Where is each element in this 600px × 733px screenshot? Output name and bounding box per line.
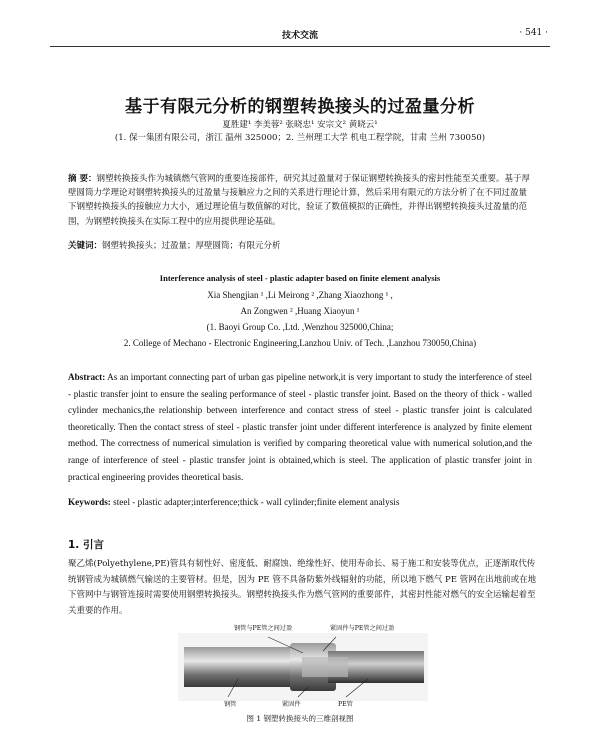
abstract-en-label: Abstract: — [68, 372, 106, 382]
keywords-en-label: Keywords: — [68, 497, 111, 507]
keywords-en-text: steel - plastic adapter;interference;thick - wall cylinder;finite element analysis — [110, 497, 400, 507]
abstract-cn-text: 钢塑转换接头作为城镇燃气管网的重要连接部件，研究其过盈量对于保证钢塑转换接头的密封性能至关重要。基于厚壁圆筒力学理论对钢塑转换接头的过盈量与接触应力之间的关系进行理论计算，然后采用有限元的方法分析了在不同过盈量下钢塑转换接头的接触应力大小，通过理论值与数值解的对比，验证了数值模拟的正确性，并得出钢塑转换接头过盈量的范围，为钢塑转换接头在实际工程中的应用提供理论基础。 — [68, 174, 530, 227]
label-pe-pipe: PE管 — [338, 701, 353, 708]
keywords-cn-text: 钢塑转换接头；过盈量；厚壁圆筒；有限元分析 — [102, 241, 281, 251]
figure-adapter-cross-section — [178, 617, 428, 715]
keywords-en — [68, 497, 532, 507]
abstract-en — [68, 369, 532, 485]
abstract-cn-label: 摘 要： — [68, 174, 97, 184]
abstract-cn — [68, 172, 532, 229]
affiliation-cn: (1. 保一集团有限公司，浙江 温州 325000；2. 兰州理工大学 机电工程学院，甘肃 兰州 730050) — [114, 133, 486, 143]
label-steel-pipe: 钢管 — [224, 701, 237, 708]
inner-insert-shape — [302, 657, 348, 677]
english-authors-line2: An Zongwen ² ,Huang Xiaoyun ¹ — [240, 306, 360, 316]
abstract-en-text: As an important connecting part of urban gas pipeline network,it is very important to study the interference of steel - plastic transfer joint to ensure the sealing performance of steel - plastic transfer joint. Based on the theory of thick - walled cylinder mechanics,the relationship between interference and contact stress of steel - plastic transfer joint is calculated theoretically. Then the contact stress of steel - plastic transfer joint under different interference is analyzed by finite element method. The correctness of numerical simulation is verified by comparing theoretical value with numerical solution,and the range of interference of steel - plastic transfer joint is obtained,which is steel. The application of plastic transfer joint in practical engineering provides theoretical basis. — [68, 372, 532, 482]
introduction-paragraph: 聚乙烯(Polyethylene,PE)管具有韧性好、密度低、耐腐蚀、绝缘性好、使用寿命长、易于施工和安装等优点，正逐渐取代传统钢管成为城镇燃气输送的主要管材。但是，因为 PE 管不具备防紫外线辐射的功能，所以地下燃气 PE 管网在出地前或在地下管网中与钢管连接时需要使用钢塑转换接头。钢塑转换接头作为燃气管网的重要部件，其密封性能对燃气的安全运输起着至关重要的作用。 — [68, 559, 537, 616]
paper-title: 基于有限元分析的钢塑转换接头的过盈量分析 — [125, 97, 475, 117]
label-steel-pe-interference: 钢管与PE管之间过盈 — [234, 625, 293, 632]
english-title: Interference analysis of steel - plastic adapter based on finite element analysis — [159, 273, 441, 283]
keywords-cn-label: 关键词： — [68, 241, 103, 251]
figure-caption: 图 1 钢塑转换接头的三维剖视图 — [246, 714, 354, 723]
english-authors-line1: Xia Shengjian ¹ ,Li Meirong ² ,Zhang Xiaozhong ¹ , — [207, 290, 393, 300]
label-fastener: 紧固件 — [282, 701, 301, 708]
label-fastener-pe-interference: 紧固件与PE管之间过盈 — [330, 625, 395, 632]
english-affil-line1: (1. Baoyi Group Co. ,Ltd. ,Wenzhou 325000,China; — [206, 322, 394, 332]
authors-cn: 夏胜建¹ 李美蓉² 张晓忠¹ 安宗文² 黄晓云¹ — [222, 120, 378, 130]
header-rule — [50, 46, 550, 47]
section-heading-introduction: 1. 引言 — [68, 539, 104, 551]
english-affil-line2: 2. College of Mechano - Electronic Engineering,Lanzhou Univ. of Tech. ,Lanzhou 730050,China) — [123, 338, 477, 348]
page-number: · 541 · — [519, 28, 548, 38]
running-header-section: 技术交流 — [281, 31, 318, 41]
keywords-cn — [68, 239, 532, 251]
